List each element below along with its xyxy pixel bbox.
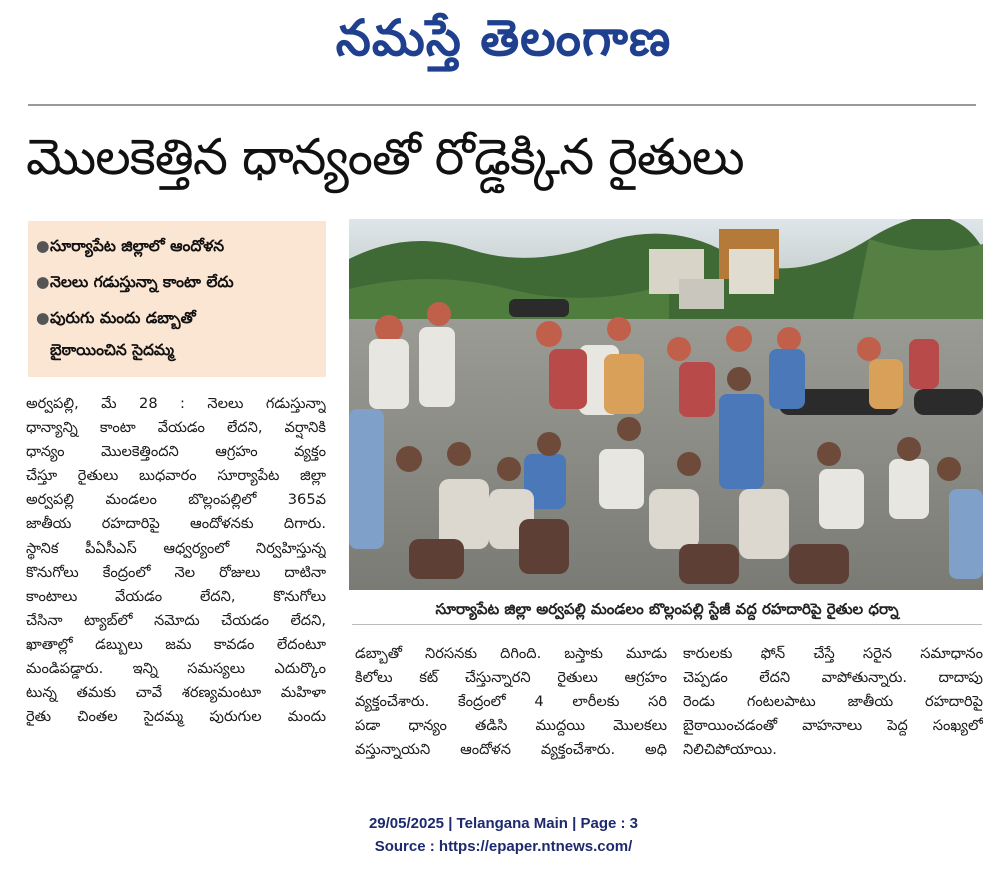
text-line: చెప్పడం లేదని వాపోతున్నారు. దాదాపు [683, 669, 983, 687]
text-line: వస్తున్నాయని ఆందోళన వ్యక్తంచేశారు. అధి [355, 741, 667, 759]
highlight-item: ● నెలలు గడుస్తున్నా కాంటా లేదు [36, 273, 234, 291]
text-line: చేసినా ట్యాబ్‌లో నమోదు చేయడం లేదని, [26, 611, 326, 629]
footer-source-link[interactable]: Source : https://epaper.ntnews.com/ [374, 838, 633, 855]
text-line: స్థానిక పీఏసీఎస్ ఆధ్వర్యంలో నిర్వహిస్తున్న [26, 539, 326, 557]
bullet-icon: ● [36, 309, 50, 327]
text-line: కిలోలు కట్ చేస్తున్నారని రైతులు ఆగ్రహం [355, 669, 667, 687]
highlights-box [28, 221, 326, 377]
text-line: పడా ధాన్యం తడిసి ముద్దయి మొలకలు [355, 717, 667, 735]
article-column-2 [355, 642, 667, 762]
text-line: ఖాతాల్లో డబ్బులు జమ కావడం లేదంటూ [26, 635, 326, 653]
bullet-icon: ● [36, 273, 50, 291]
newspaper-masthead: నమస్తే తెలంగాణ [335, 9, 672, 67]
article-column-3 [683, 642, 983, 762]
footer-edition-info: 29/05/2025 | Telangana Main | Page : 3 [368, 815, 639, 832]
text-line: ధాన్యం మొలకెత్తిందని ఆగ్రహం వ్యక్తం [26, 443, 326, 461]
text-line: అర్వపల్లి, మే 28 : నెలలు గడుస్తున్నా [26, 395, 326, 412]
text-line: కొనుగోలు కేంద్రంలో నెల రోజులు దాటినా [26, 563, 326, 581]
article-column-1 [26, 392, 326, 729]
text-line: కాంటాలు వేయడం లేదని, కొనుగోలు [26, 587, 326, 605]
text-line: నిలిచిపోయాయి. [683, 741, 777, 759]
photo-illustration [349, 219, 983, 590]
text-line: టున్న తమకు చావే శరణ్యమంటూ మహిళా [26, 684, 326, 702]
text-line: కారులకు ఫోన్ చేస్తే సరైన సమాధానం [683, 645, 983, 662]
highlight-item-continued: బైఠాయించిన సైదమ్మ [50, 341, 174, 359]
text-line: రైతు చింతల సైదమ్మ పురుగుల మందు [26, 708, 326, 726]
highlight-item: ● సూర్యాపేట జిల్లాలో ఆందోళన [36, 237, 225, 255]
highlight-item: ● పురుగు మందు డబ్బాతో [36, 309, 196, 327]
masthead-divider [28, 104, 976, 106]
text-line: డబ్బాతో నిరసనకు దిగింది. బస్తాకు మూడు [355, 645, 667, 662]
text-line: అర్వపల్లి మండలం బొల్లంపల్లిలో 365వ [26, 491, 326, 509]
text-line: చేస్తూ రైతులు బుధవారం సూర్యాపేట జిల్లా [26, 467, 326, 485]
text-line: ధాన్యాన్ని కాంటా వేయడం లేదని, వర్షానికి [26, 419, 326, 437]
text-line: రెండు గంటలపాటు జాతీయ రహదారిపై [683, 693, 983, 711]
bullet-icon: ● [36, 237, 50, 255]
text-line: జాతీయ రహదారిపై ఆందోళనకు దిగారు. [26, 515, 326, 533]
text-line: మండిపడ్డారు. ఇన్ని సమస్యలు ఎదుర్కొం [26, 660, 326, 678]
photo-caption: సూర్యాపేట జిల్లా అర్వపల్లి మండలం బొల్లంపల్లి స్టేజీ వద్ద రహదారిపై రైతుల ధర్నా [352, 596, 982, 625]
article-headline: మొలకెత్తిన ధాన్యంతో రోడ్డెక్కిన రైతులు [26, 128, 744, 186]
protest-photo [349, 219, 983, 590]
text-line: బైఠాయించడంతో వాహనాలు పెద్ద సంఖ్యలో [683, 717, 983, 735]
text-line: వ్యక్తంచేశారు. కేంద్రంలో 4 లారీలకు సరి [355, 693, 667, 711]
